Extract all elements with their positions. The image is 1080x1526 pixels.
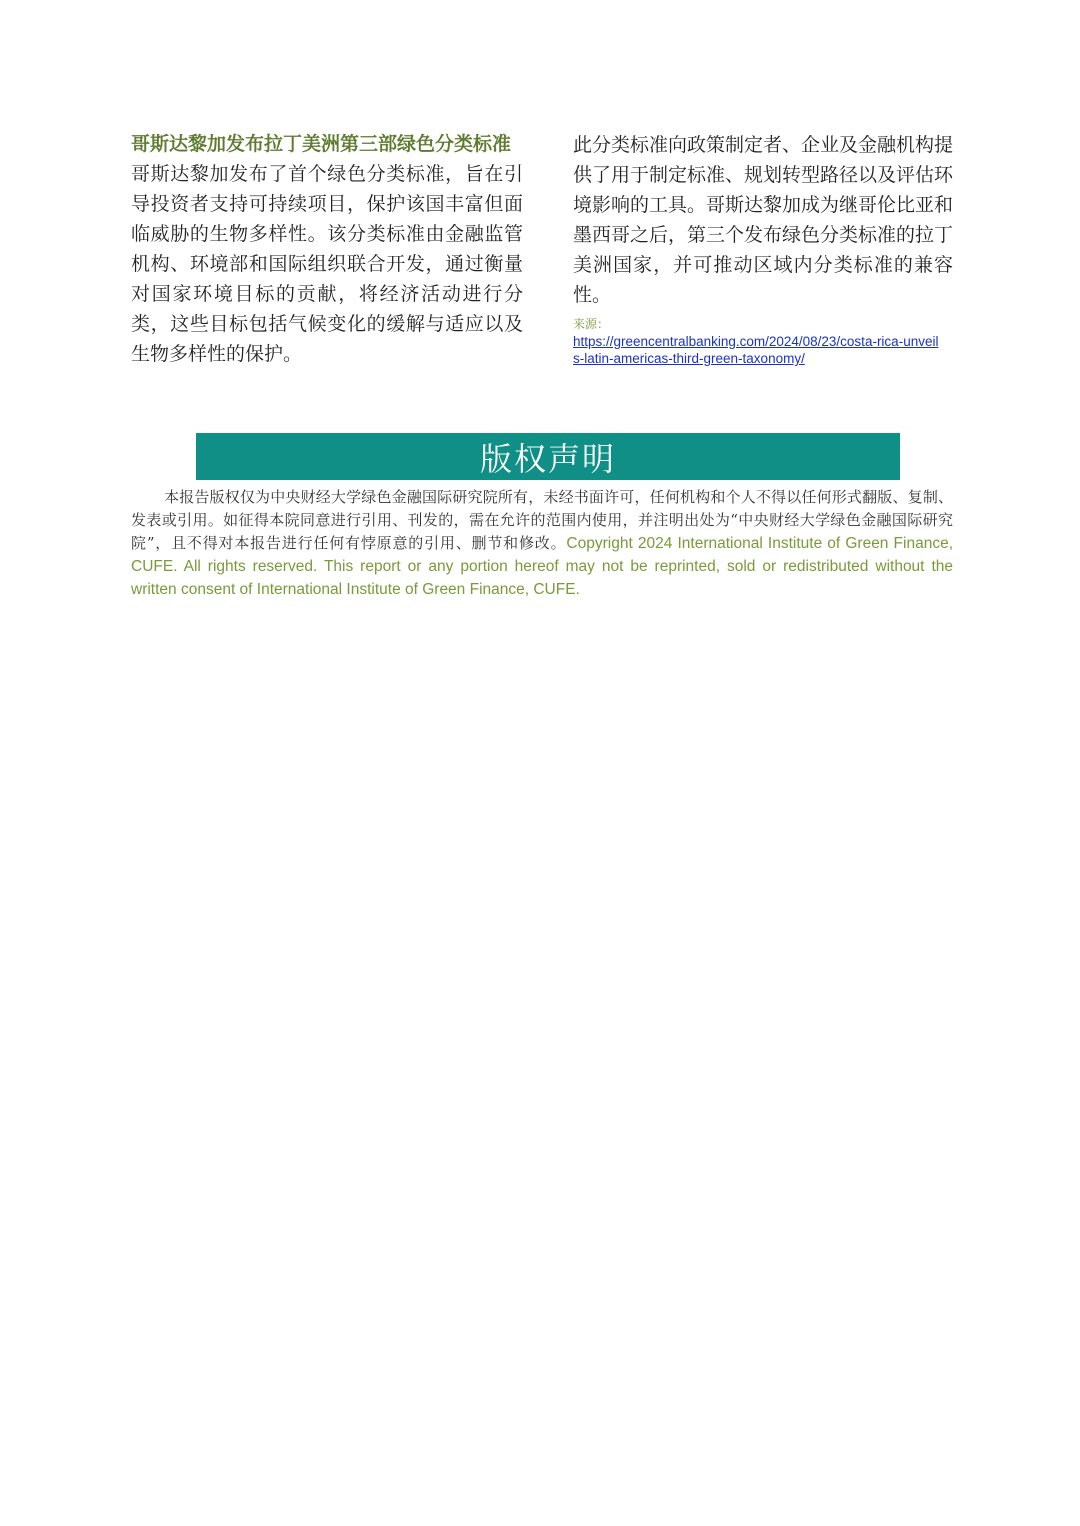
- source-label: 来源：: [573, 317, 610, 331]
- copyright-banner: [196, 433, 900, 480]
- left-column: [131, 130, 523, 369]
- source-link[interactable]: https://greencentralbanking.com/2024/08/23/costa-rica-unveils-latin-americas-third-green-taxonomy/: [573, 334, 939, 366]
- copyright-chinese-text: 本报告版权仅为中央财经大学绿色金融国际研究院所有，未经书面许可，任何机构和个人不得以任何形式翻版、复制、发表或引用。如征得本院同意进行引用、刊发的，需在允许的范围内使用，并注明出处为“中央财经大学绿色金融国际研究院”，且不得对本报告进行任何有悖原意的引用、删节和修改。: [131, 488, 953, 552]
- copyright-english-text: Copyright 2024 International Institute of Green Finance, CUFE. All rights reserved. This report or any portion hereof may not be reprinted, sold or redistributed without the written consent of International Institute of Green Finance, CUFE.: [131, 535, 953, 598]
- copyright-statement: [131, 486, 953, 601]
- copyright-heading: 版权声明: [479, 439, 616, 478]
- article-title: 哥斯达黎加发布拉丁美洲第三部绿色分类标准: [131, 133, 512, 155]
- right-column: [573, 130, 953, 367]
- left-body-text: 哥斯达黎加发布了首个绿色分类标准，旨在引导投资者支持可持续项目，保护该国丰富但面临威胁的生物多样性。该分类标准由金融监管机构、环境部和国际组织联合开发，通过衡量对国家环境目标的贡献，将经济活动进行分类，这些目标包括气候变化的缓解与适应以及生物多样性的保护。: [131, 163, 523, 365]
- right-body-text: 此分类标准向政策制定者、企业及金融机构提供了用于制定标准、规划转型路径以及评估环境影响的工具。哥斯达黎加成为继哥伦比亚和墨西哥之后，第三个发布绿色分类标准的拉丁美洲国家，并可推动区域内分类标准的兼容性。: [573, 134, 954, 306]
